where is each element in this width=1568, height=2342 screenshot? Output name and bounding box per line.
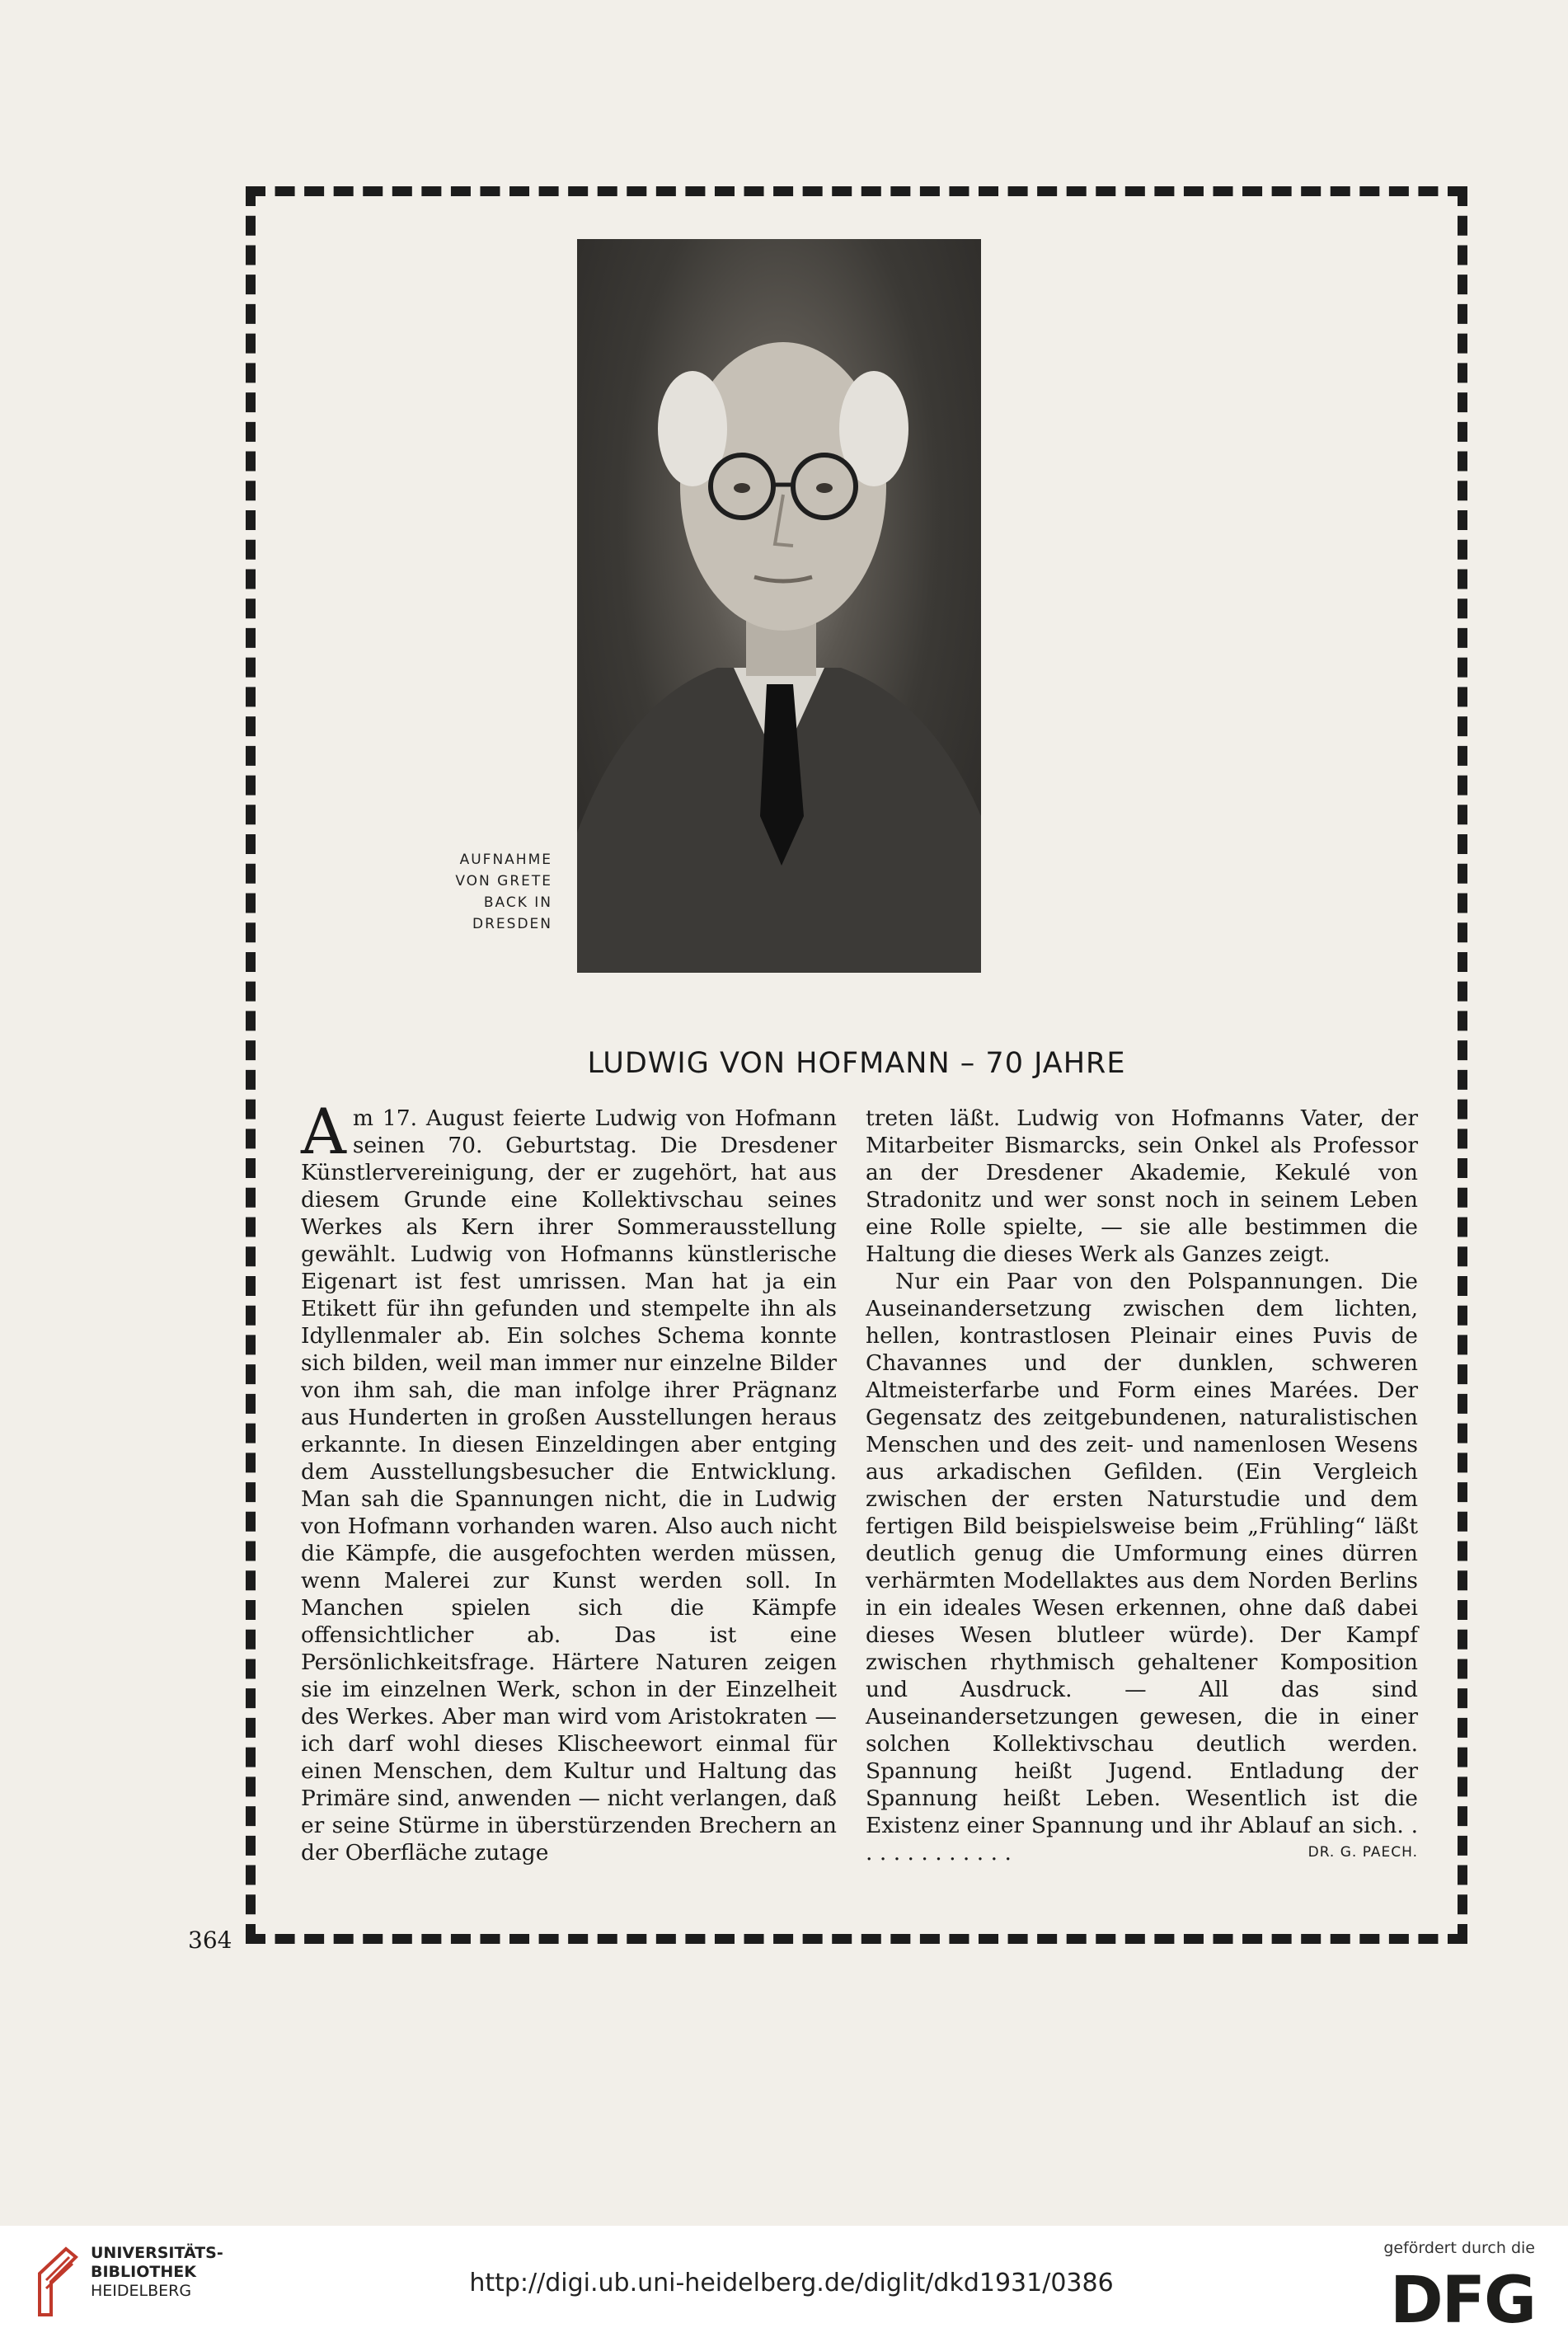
library-name-line: HEIDELBERG <box>91 2282 192 2300</box>
funding-label: gefördert durch die <box>1383 2239 1535 2257</box>
caption-line: BACK IN <box>483 894 552 911</box>
author-signature: DR. G. PAECH. <box>1307 1844 1418 1861</box>
library-name <box>91 2244 223 2301</box>
article-column-left <box>301 1095 837 1866</box>
paragraph-text: m 17. August feierte Ludwig von Hofmann seinen 70. Geburtstag. Die Dresdener Künstlervereinigung, der er zugehört, hat aus diesem Grunde eine Kollektivschau seines Werkes als Kern ihrer Sommerausstellung gewählt. Ludwig von Hofmanns künstlerische Eigenart ist fest umrissen. Man hat ja ein Etikett für ihn gefunden und stempelte ihn als Idyllenmaler ab. Ein solches Schema konnte sich bilden, weil man immer nur einzelne Bilder von ihm sah, die man infolge ihrer Prägnanz aus Hunderten in großen Ausstellungen heraus erkannte. In diesen Einzeldingen aber entging dem Ausstellungsbesucher die Entwicklung. Man sah die Spannungen nicht, die in Ludwig von Hofmann vorhanden waren. Also auch nicht die Kämpfe, die ausgefochten werden müssen, wenn Malerei zur Kunst werden soll. In Manchen spielen sich die Kämpfe offensichtlicher ab. Das ist eine Persönlichkeitsfrage. Härtere Naturen zeigen sie im einzelnen Werk, schon in der Einzelheit des Werkes. Aber man wird vom Aristokraten — ich darf wohl dieses Klischeewort einmal für einen Menschen, dem Kultur und Haltung das Primäre sind, anwenden — nicht verlangen, daß er seine Stürme in überstürzenden Brechern an der Oberfläche zutage <box>301 1105 837 1866</box>
caption-line: AUFNAHME <box>459 852 552 868</box>
paragraph <box>301 1095 837 1866</box>
caption-line: DRESDEN <box>472 916 552 932</box>
article-title: LUDWIG VON HOFMANN – 70 JAHRE <box>587 1047 1126 1080</box>
portrait-illustration <box>577 239 981 973</box>
article-column-right <box>866 1105 1418 1866</box>
portrait-photo <box>577 239 981 973</box>
photo-caption <box>429 849 552 935</box>
library-name-line: UNIVERSITÄTS- <box>91 2244 223 2262</box>
page-number: 364 <box>188 1927 232 1954</box>
paragraph-text: Nur ein Paar von den Polspannungen. Die Auseinandersetzung zwischen dem lichten, hellen, kontrastlosen Pleinair eines Puvis de Chavannes und der dunklen, schweren Altmeisterfarbe und Form eines Marées. Der Gegensatz des zeitgebundenen, naturalistischen Menschen und des zeit- und namenlosen Wesens aus arkadischen Gefilden. (Ein Vergleich zwischen der ersten Naturstudie und dem fertigen Bild beispielsweise beim „Frühling“ läßt deutlich genug die Umformung eines dürren verhärmten Modellaktes aus dem Norden Berlins in ein ideales Wesen erkennen, ohne daß dabei dieses Wesen blutleer würde). Der Kampf zwischen rhythmisch gehaltener Komposition und Ausdruck. — All das sind Auseinandersetzungen gewesen, die in einer solchen Kollektivschau deutlich werden. Spannung heißt Jugend. Entladung der Spannung heißt Leben. Wesentlich ist die Existenz einer Spannung und ihr Ablauf an sich. . . . . . . . . . . . . <box>866 1269 1418 1866</box>
university-library-logo-icon <box>33 2241 82 2323</box>
paragraph: treten läßt. Ludwig von Hofmanns Vater, der Mitarbeiter Bismarcks, sein Onkel als Professor an der Dresdener Akademie, Kekulé von Stradonitz und wer sonst noch in seinem Leben eine Rolle spielte, — sie alle bestimmen die Haltung die dieses Werk als Ganzes zeigt. <box>866 1105 1418 1267</box>
dfg-logo: DFG <box>1389 2264 1535 2338</box>
source-url-link[interactable]: http://digi.ub.uni-heidelberg.de/diglit/dkd1931/0386 <box>469 2269 1114 2297</box>
drop-cap: A <box>301 1095 346 1168</box>
library-name-line: BIBLIOTHEK <box>91 2263 196 2281</box>
caption-line: VON GRETE <box>455 873 552 889</box>
paragraph <box>866 1268 1418 1866</box>
